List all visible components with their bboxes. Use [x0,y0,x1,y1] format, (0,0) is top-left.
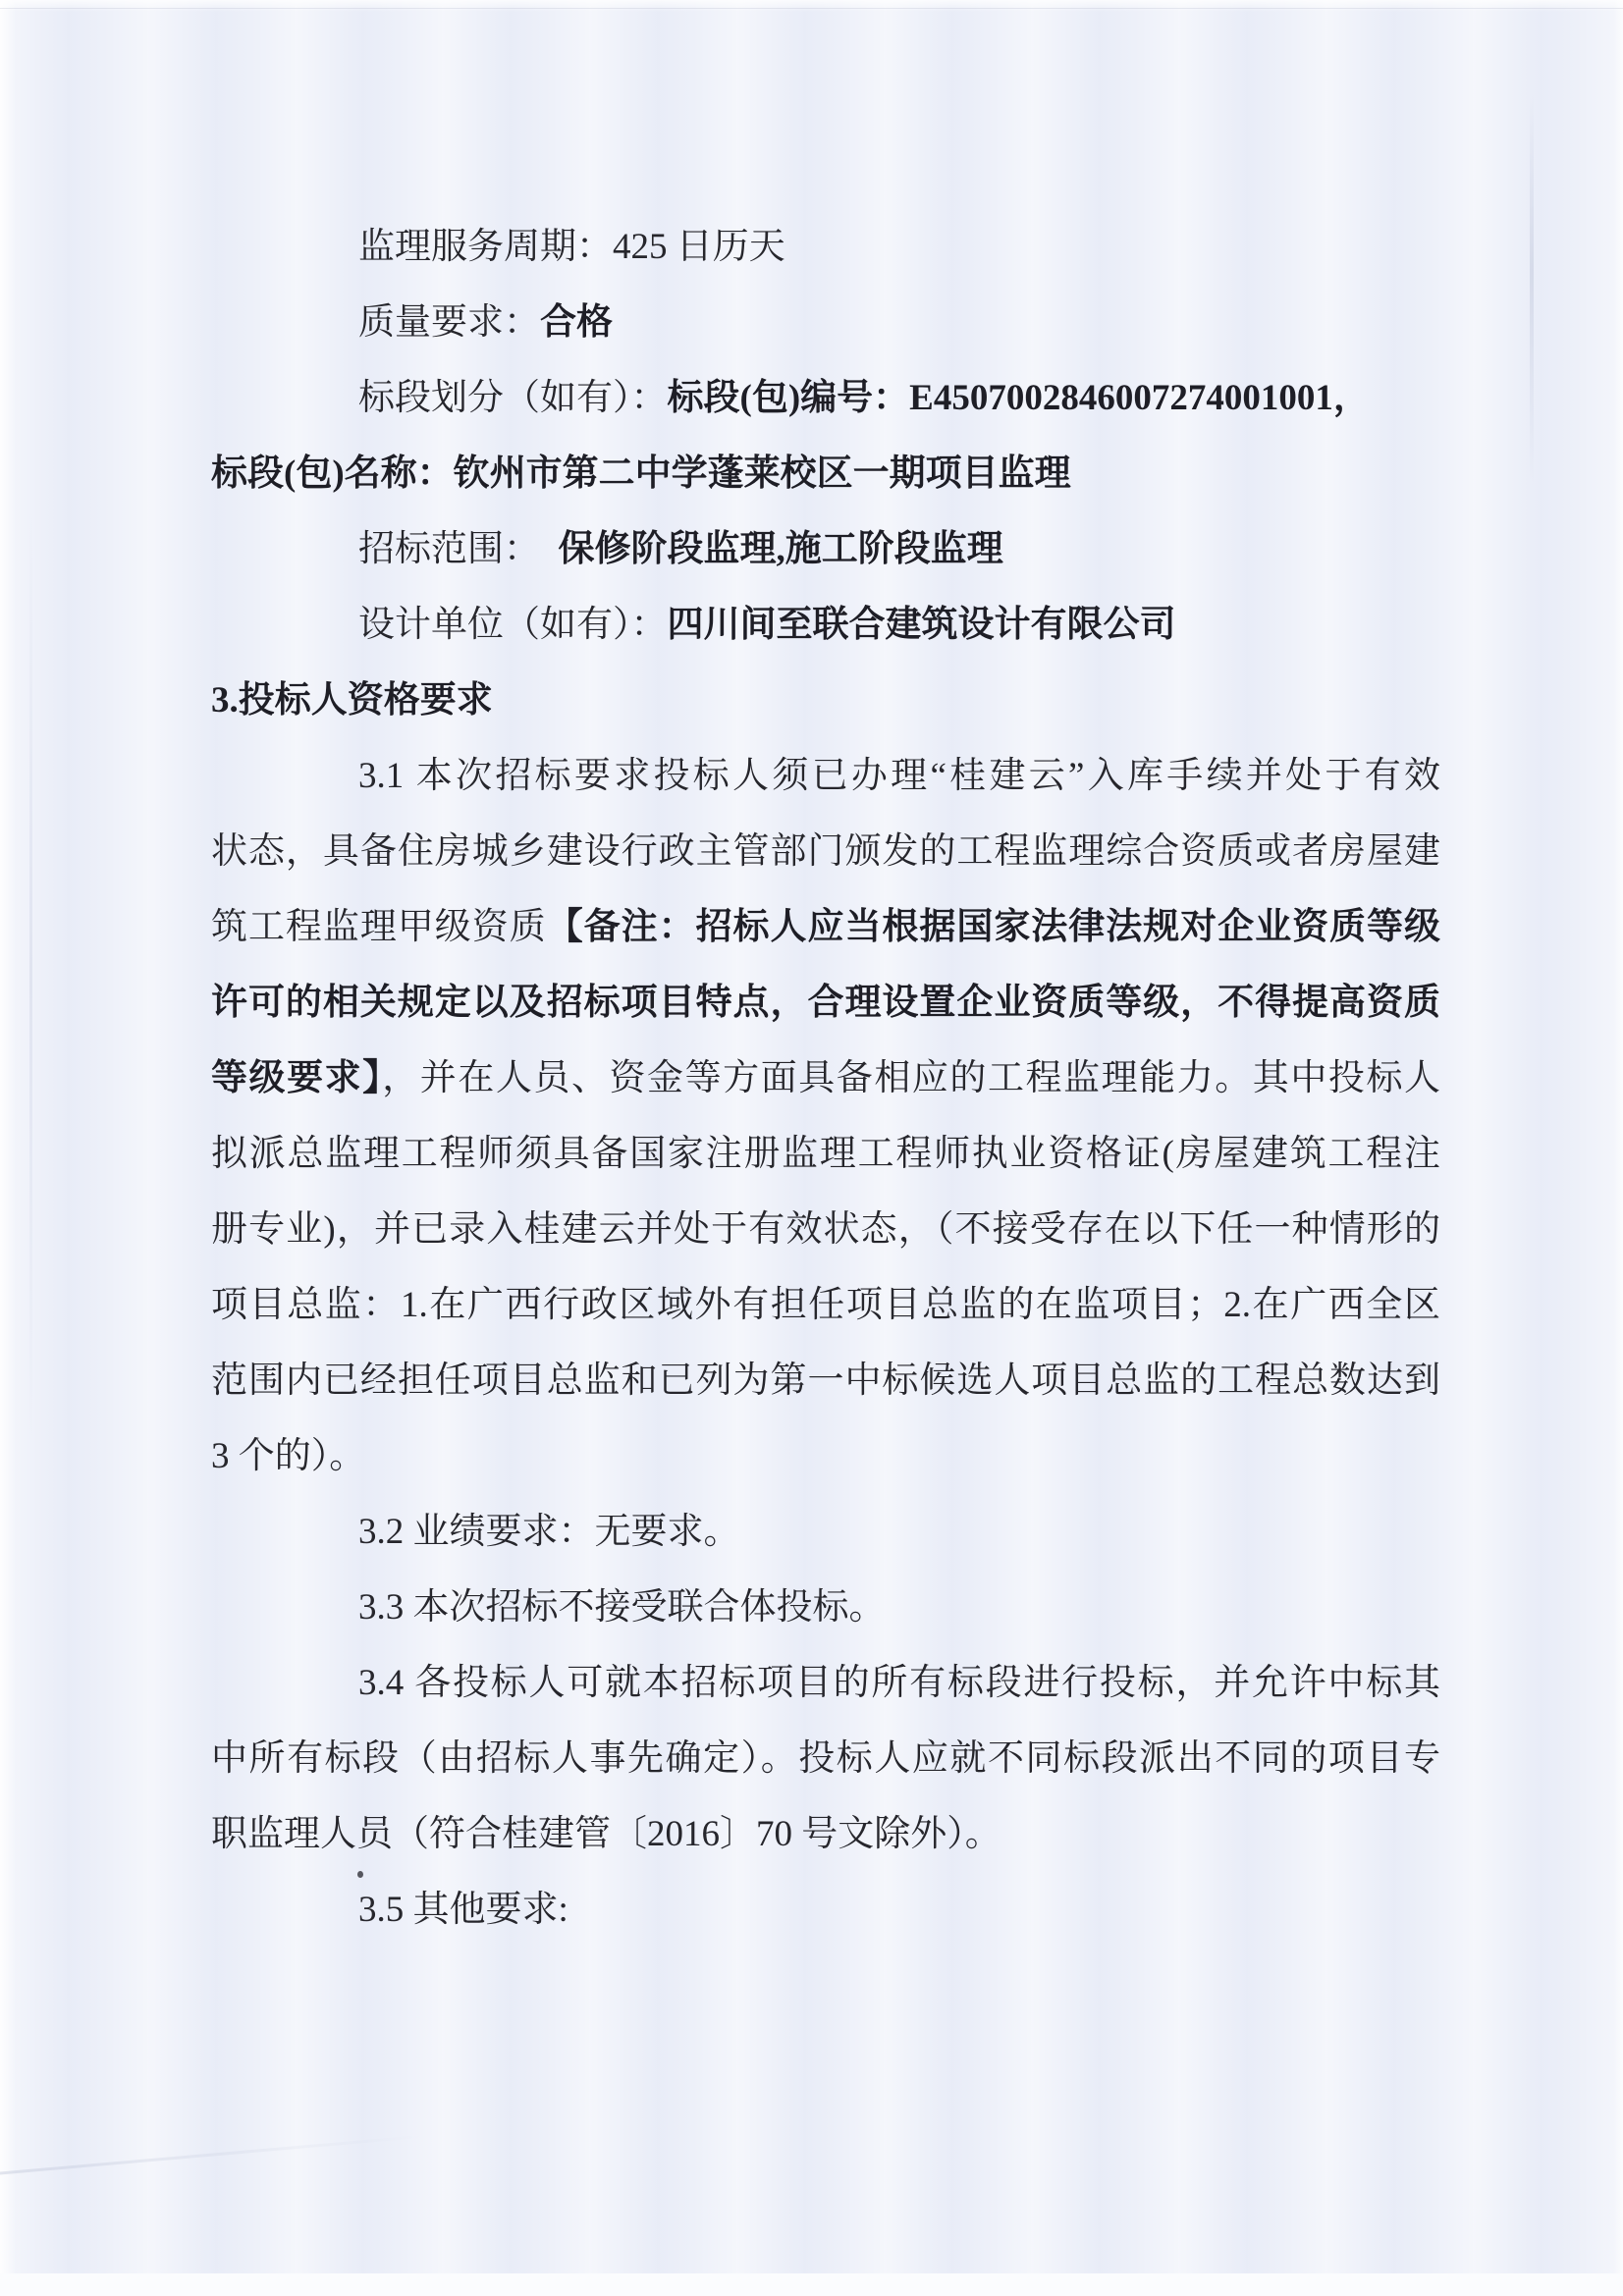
text-run: 招标范围： [358,529,559,569]
text-run: 设计单位（如有）： [358,605,668,645]
text-run: 册专业)，并已录入桂建云并处于有效状态，（不接受存在以下任一种情形的 [211,1209,1440,1250]
text-run-bold: 等级要求】 [211,1058,383,1098]
text-run: ，并在人员、资金等方面具备相应的工程监理能力。其中投标人 [382,1058,1440,1098]
stray-ink-dot-artifact [357,1871,363,1878]
paper-crease-left [29,510,32,1443]
text-run: 拟派总监理工程师须具备国家注册监理工程师执业资格证(房屋建筑工程注 [211,1134,1440,1174]
text-run: 职监理人员（符合桂建管〔2016〕70 号文除外）。 [211,1814,1001,1854]
document-body [211,209,1440,1948]
line-3-1-a [211,738,1440,814]
text-run: 范围内已经担任项目总监和已列为第一中标候选人项目总监的工程总数达到 [211,1361,1440,1401]
scan-edge-line [0,8,1623,9]
line-3-1-j [211,1418,1440,1494]
line-3-1-i [211,1343,1440,1418]
heading-text: 3.投标人资格要求 [211,680,493,721]
line-section-division [211,360,1440,436]
text-run-bold: 许可的相关规定以及招标项目特点，合理设置企业资质等级，不得提高资质 [211,983,1440,1023]
text-run: 3.3 本次招标不接受联合体投标。 [358,1587,886,1628]
line-section-name [211,436,1440,511]
text-run-bold: 标段(包)名称：钦州市第二中学蓬莱校区一期项目监理 [211,454,1071,494]
heading-bidder-qualification [211,663,1440,738]
line-3-4-a [211,1645,1440,1721]
text-run: 3.2 业绩要求：无要求。 [358,1512,740,1552]
line-quality-requirement [211,285,1440,360]
text-run: 3.1 本次招标要求投标人须已办理“桂建云”入库手续并处于有效 [358,756,1440,796]
text-run-bold: 保修阶段监理,施工阶段监理 [558,529,1003,569]
text-run: 项目总监：1.在广西行政区域外有担任项目总监的在监项目；2.在广西全区 [211,1285,1440,1325]
line-3-1-d [211,965,1440,1041]
line-3-4-b [211,1721,1440,1796]
text-run-bold: 合格 [540,302,613,343]
line-3-1-h [211,1267,1440,1343]
line-bid-scope [211,511,1440,587]
text-run: 筑工程监理甲级资质 [211,907,547,947]
text-run-bold: 标段(包)编号：E4507002846007274001001， [667,378,1370,418]
text-run-bold: 四川间至联合建筑设计有限公司 [667,605,1176,645]
text-run: 3 个的）。 [211,1436,366,1476]
line-supervision-period [211,209,1440,285]
paper-crease-right [1530,93,1534,486]
line-3-1-f [211,1116,1440,1192]
line-3-2 [211,1494,1440,1570]
line-3-3 [211,1570,1440,1645]
line-3-1-g [211,1192,1440,1267]
text-run: 监理服务周期：425 日历天 [358,227,785,267]
line-3-4-c [211,1796,1440,1872]
line-design-unit [211,587,1440,663]
line-3-1-e [211,1041,1440,1116]
line-3-1-b [211,814,1440,889]
line-3-1-c [211,889,1440,965]
text-run: 标段划分（如有）： [358,378,668,418]
text-run: 3.5 其他要求: [358,1890,568,1930]
text-run: 质量要求： [358,302,540,343]
text-run: 3.4 各投标人可就本招标项目的所有标段进行投标，并允许中标其 [358,1663,1440,1703]
text-run: 中所有标段（由招标人事先确定）。投标人应就不同标段派出不同的项目专 [211,1738,1440,1779]
text-run: 状态，具备住房城乡建设行政主管部门颁发的工程监理综合资质或者房屋建 [211,831,1440,872]
line-3-5 [211,1872,1440,1948]
text-run-bold: 【备注：招标人应当根据国家法律法规对企业资质等级 [546,907,1440,947]
